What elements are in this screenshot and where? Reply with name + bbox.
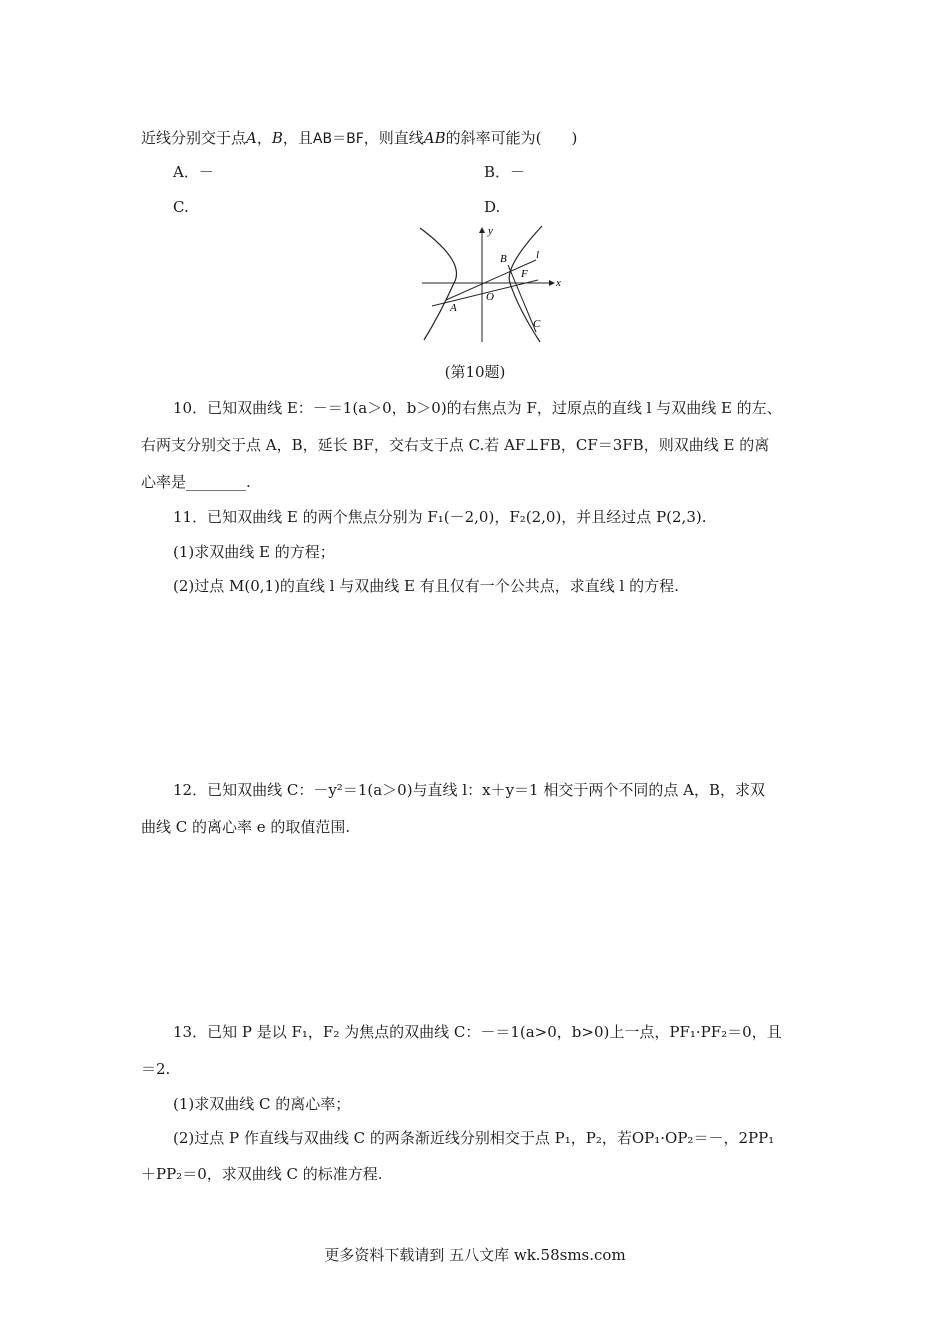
q11-line-1: 11．已知双曲线 E 的两个焦点分别为 F₁(－2,0)，F₂(2,0)，并且经过点 P(2,3).: [173, 508, 707, 526]
q9-then: ，则直线: [363, 129, 424, 147]
q9-vector-eq: AB＝BF: [312, 131, 364, 147]
q10-line-2: 右两支分别交于点 A，B，延长 BF，交右支于点 C.若 AF⊥FB，CF＝3FB，则双曲线 E 的离: [141, 436, 770, 454]
label-c: C: [533, 318, 541, 330]
label-y: y: [488, 225, 493, 237]
q9-option-a: A．－: [173, 163, 214, 181]
q13-line-4: (2)过点 P 作直线与双曲线 C 的两条渐近线分别相交于点 P₁，P₂，若OP₁·OP₂＝－，2PP₁: [173, 1129, 775, 1147]
q9-line-ab: AB: [423, 129, 446, 147]
q9-option-c: C.: [173, 198, 189, 216]
q9-stem: [141, 128, 577, 149]
q10-line-3: 心率是________.: [141, 473, 251, 491]
line-af: [432, 280, 538, 306]
left-branch: [420, 228, 456, 340]
q10-line-1: 10．已知双曲线 E：－＝1(a＞0，b＞0)的右焦点为 F，过原点的直线 l 与双曲线 E 的左、: [173, 399, 782, 417]
q9-ask: 的斜率可能为( ): [445, 129, 578, 147]
q11-line-2: (1)求双曲线 E 的方程；: [173, 543, 335, 561]
q11-line-3: (2)过点 M(0,1)的直线 l 与双曲线 E 有且仅有一个公共点，求直线 l 的方程.: [173, 577, 679, 595]
q13-line-2: ＝2.: [141, 1060, 171, 1078]
label-x: x: [556, 277, 561, 289]
label-a: A: [450, 302, 457, 314]
hyperbola-figure: [418, 222, 568, 346]
label-f: F: [521, 268, 528, 280]
q13-line-1: 13．已知 P 是以 F₁，F₂ 为焦点的双曲线 C：－＝1(a>0，b>0)上一点，PF₁·PF₂＝0，且: [173, 1023, 782, 1041]
q9-stem-text: 近线分别交于点: [141, 129, 247, 147]
label-l: l: [536, 249, 540, 261]
figure-caption: (第10题): [444, 363, 506, 381]
q12-line-2: 曲线 C 的离心率 e 的取值范围.: [141, 818, 351, 836]
footer-link[interactable]: 更多资料下载请到 五八文库 wk.58sms.com: [324, 1246, 626, 1264]
q9-point-a: A: [246, 129, 257, 147]
q13-line-3: (1)求双曲线 C 的离心率；: [173, 1095, 351, 1113]
label-o: O: [486, 291, 494, 303]
q13-line-5: ＋PP₂＝0，求双曲线 C 的标准方程.: [141, 1165, 383, 1183]
q9-option-b: B．－: [484, 163, 526, 181]
q9-point-b: B: [271, 129, 283, 147]
q12-line-1: 12．已知双曲线 C：－y²＝1(a＞0)与直线 l：x＋y＝1 相交于两个不同的点 A，B，求双: [173, 781, 765, 799]
q9-option-d: D.: [484, 198, 501, 216]
q9-comma: ，: [256, 129, 272, 147]
q9-and: ，且: [282, 129, 313, 147]
label-b: B: [500, 253, 507, 265]
